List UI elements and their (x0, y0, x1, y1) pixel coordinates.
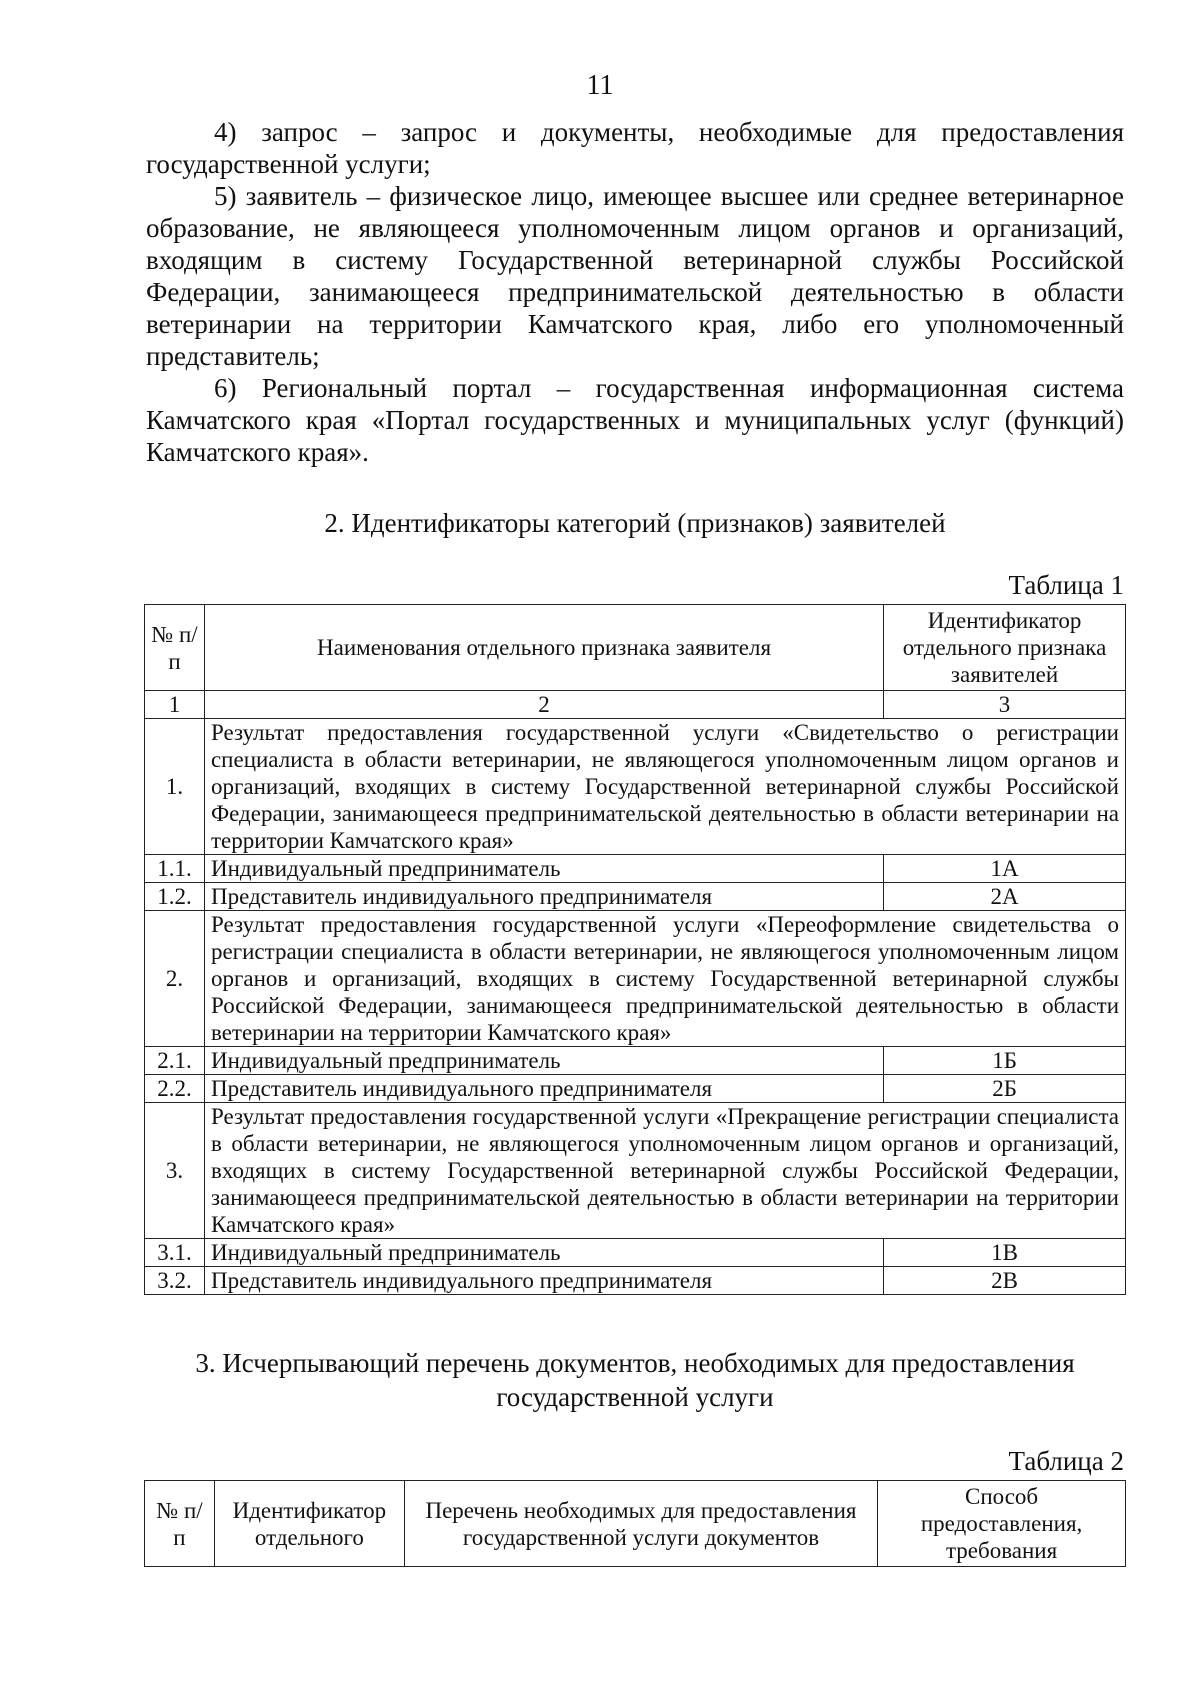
row-num: 1.2. (145, 883, 205, 911)
service-result: Результат предоставления государственной услуги «Переоформление свидетельства о регистрации специалиста в области ветеринарии, не являющегося уполномоченным лицом органов и организаций, входящих в систему Государственной ветеринарной службы Российской Федерации, занимающееся предпринимательской деятельностью в области ветеринарии на территории Камчатского края» (204, 911, 1125, 1047)
column-number-row (145, 691, 1126, 719)
row-num: 1.1. (145, 855, 205, 883)
table-row (145, 911, 1126, 1047)
table-row (145, 1047, 1126, 1075)
applicant-category: Представитель индивидуального предпринимателя (204, 883, 883, 911)
header-num: № п/п (145, 1481, 215, 1567)
row-num: 2.2. (145, 1075, 205, 1103)
column-number: 3 (884, 691, 1126, 719)
header-method: Способ предоставления, требования (878, 1481, 1126, 1567)
applicant-category: Индивидуальный предприниматель (204, 1047, 883, 1075)
applicant-category: Индивидуальный предприниматель (204, 855, 883, 883)
applicant-category: Представитель индивидуального предпринимателя (204, 1267, 883, 1295)
applicant-identifier: 1А (884, 855, 1126, 883)
section-2-title: 2. Идентификаторы категорий (признаков) заявителей (324, 508, 946, 538)
header-documents: Перечень необходимых для предоставления государственной услуги документов (404, 1481, 877, 1567)
definition-text: 5) заявитель – физическое лицо, имеющее высшее или среднее ветеринарное образование, не являющееся уполномоченным лицом органов и организаций, входящим в систему Государственной ветеринарной службы Российской Федерации, занимающееся предпринимательской деятельностью в области ветеринарии на территории Камчатского края, либо его уполномоченный представитель; (146, 181, 1124, 371)
applicant-identifier: 2А (884, 883, 1126, 911)
required-documents-table (144, 1480, 1126, 1567)
table-row (145, 855, 1126, 883)
column-number: 1 (145, 691, 205, 719)
column-number: 2 (204, 691, 883, 719)
definition-4 (146, 116, 1124, 180)
header-identifier: Идентификатор отдельного признака заявителей (884, 605, 1126, 691)
row-num: 1. (145, 719, 205, 855)
definition-text: 4) запрос – запрос и документы, необходимые для предоставления государственной услуги; (146, 117, 1124, 179)
applicant-category: Индивидуальный предприниматель (204, 1239, 883, 1267)
applicant-identifier: 2Б (884, 1075, 1126, 1103)
row-num: 3.1. (145, 1239, 205, 1267)
definition-6 (146, 372, 1124, 468)
applicant-category: Представитель индивидуального предпринимателя (204, 1075, 883, 1103)
service-result: Результат предоставления государственной услуги «Прекращение регистрации специалиста в области ветеринарии, не являющегося уполномоченным лицом органов и организаций, входящих в систему Государственной ветеринарной службы Российской Федерации, занимающееся предпринимательской деятельностью в области ветеринарии на территории Камчатского края» (204, 1103, 1125, 1239)
page-number: 11 (586, 70, 614, 101)
definition-text: 6) Региональный портал – государственная информационная система Камчатского края «Портал государственных и муниципальных услуг (функций) Камчатского края». (146, 373, 1124, 467)
table-row (145, 1239, 1126, 1267)
table-row (145, 1103, 1126, 1239)
service-result: Результат предоставления государственной услуги «Свидетельство о регистрации специалиста в области ветеринарии, не являющегося уполномоченным лицом органов и организаций, входящих в систему Государственной ветеринарной службы Российской Федерации, занимающееся предпринимательской деятельностью в области ветеринарии на территории Камчатского края» (204, 719, 1125, 855)
table-row (145, 719, 1126, 855)
header-num: № п/п (145, 605, 205, 691)
table-row (145, 1075, 1126, 1103)
table-1-caption: Таблица 1 (1008, 570, 1124, 600)
header-name: Наименования отдельного признака заявителя (204, 605, 883, 691)
row-num: 3. (145, 1103, 205, 1239)
table-row (145, 883, 1126, 911)
section-3-title: 3. Исчерпывающий перечень документов, необходимых для предоставления государственной услуги (195, 1348, 1075, 1412)
row-num: 2. (145, 911, 205, 1047)
applicant-categories-table (144, 604, 1126, 1295)
applicant-identifier: 1Б (884, 1047, 1126, 1075)
row-num: 3.2. (145, 1267, 205, 1295)
table-row (145, 1267, 1126, 1295)
table-header-row (145, 1481, 1126, 1567)
header-identifier: Идентификатор отдельного (214, 1481, 404, 1567)
applicant-identifier: 1В (884, 1239, 1126, 1267)
table-header-row (145, 605, 1126, 691)
applicant-identifier: 2В (884, 1267, 1126, 1295)
definition-5 (146, 180, 1124, 372)
table-2-caption: Таблица 2 (1008, 1446, 1124, 1476)
row-num: 2.1. (145, 1047, 205, 1075)
